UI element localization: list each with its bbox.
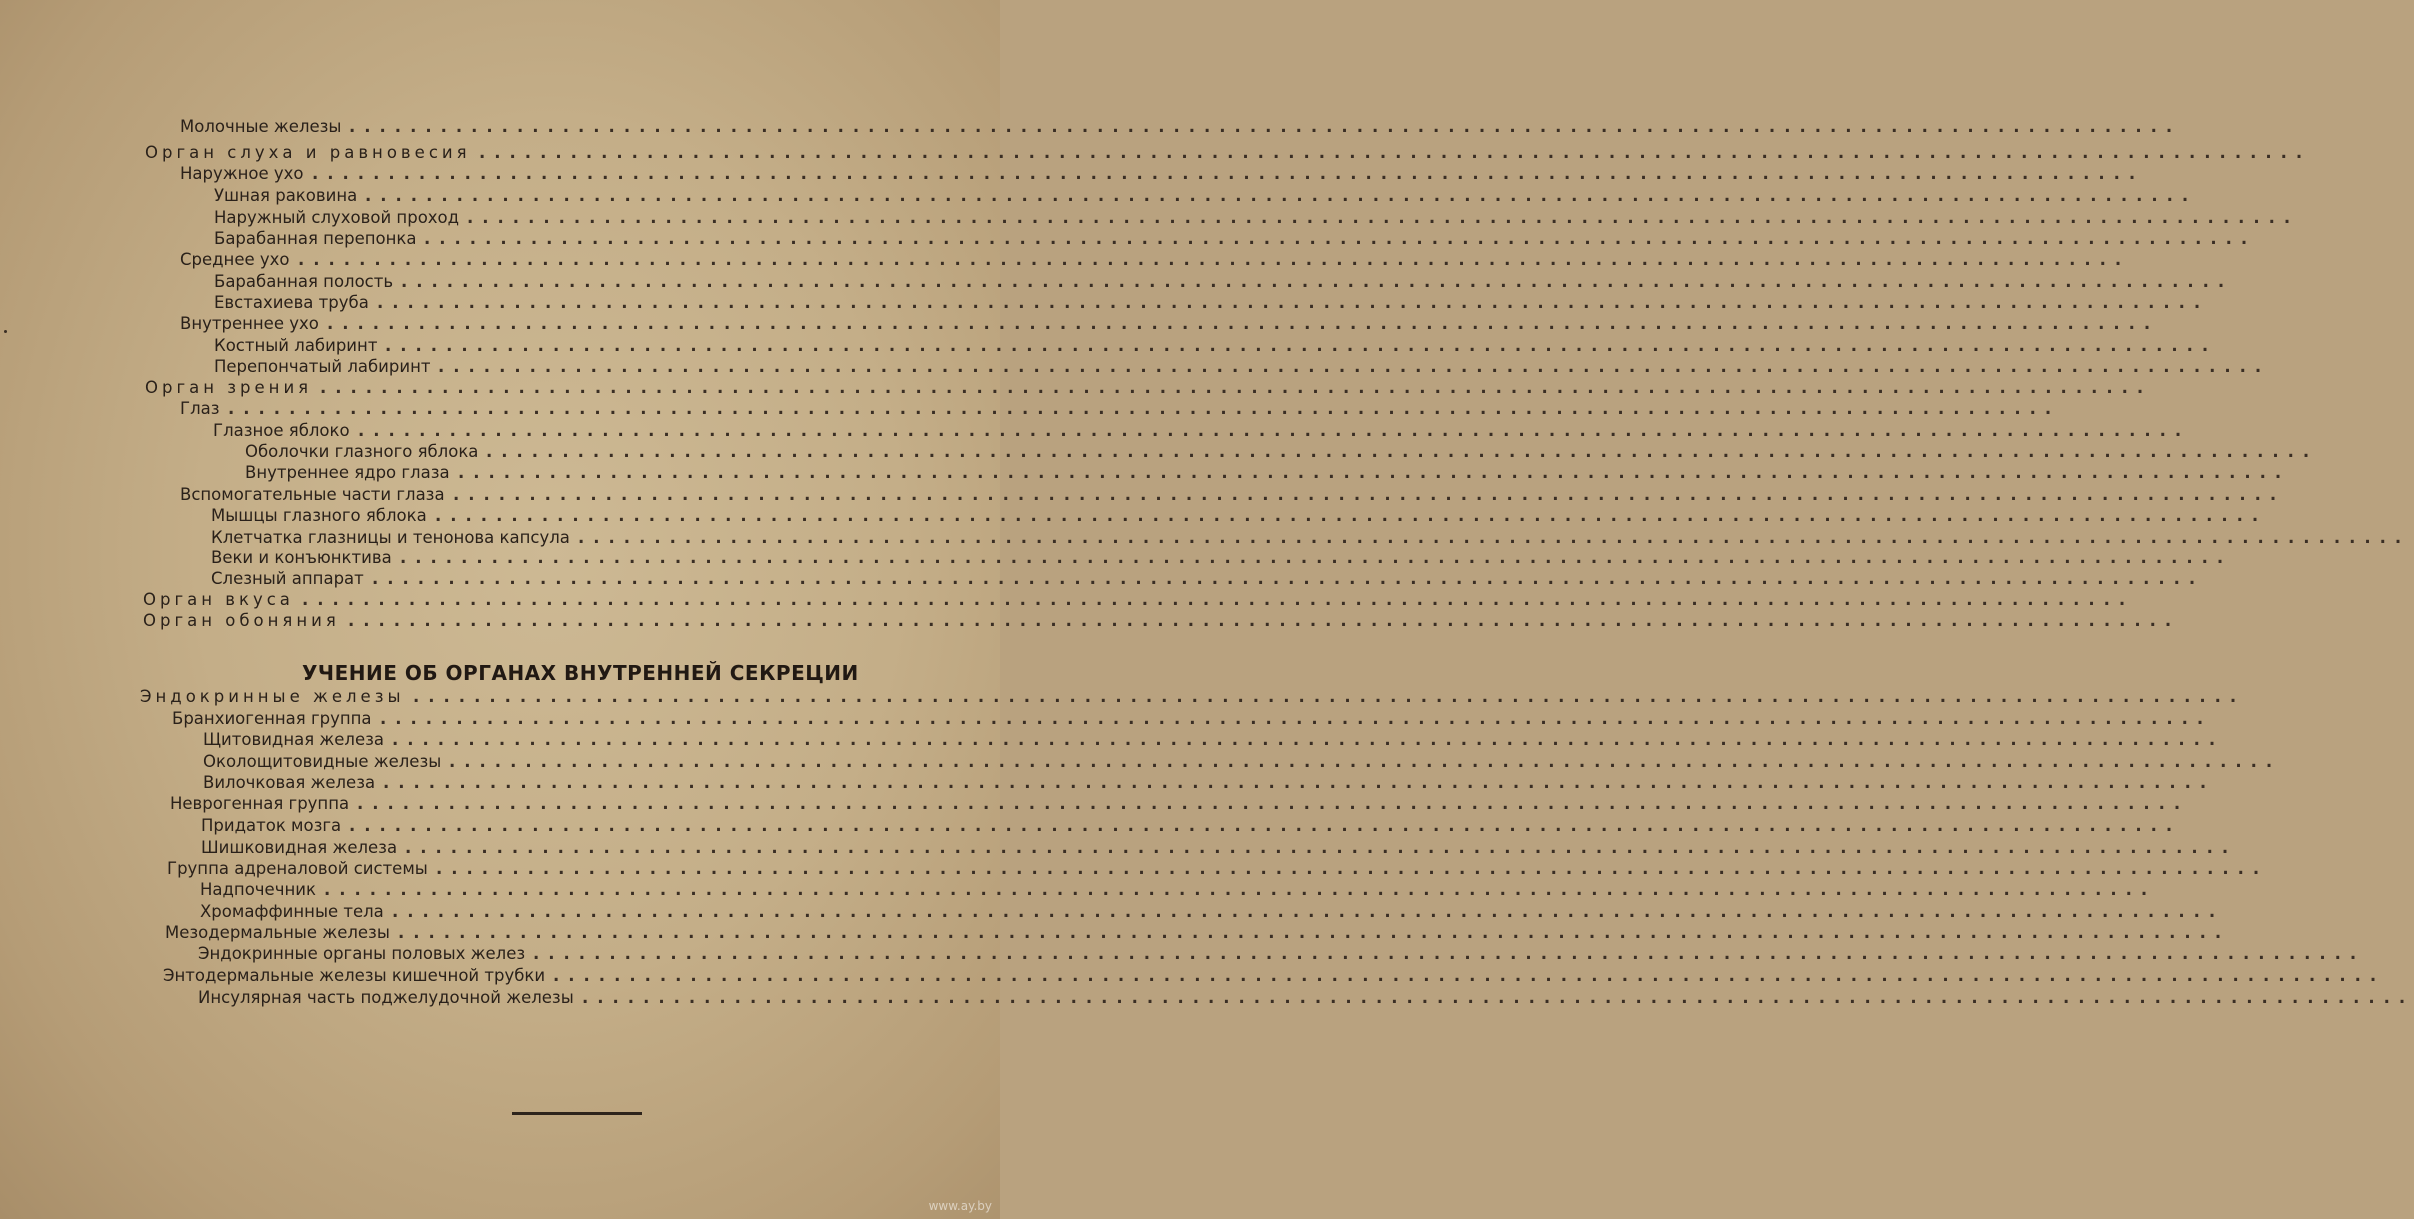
leader-dots: ........................................................................................................................ xyxy=(228,399,2061,418)
toc-entry-text: Надпочечник xyxy=(200,880,316,899)
toc-entry-text: Орган слуха и равновесия xyxy=(145,143,471,162)
leader-dots: ........................................................................................................................ xyxy=(358,421,2191,440)
toc-entry-text: Слезный аппарат xyxy=(211,569,364,588)
toc-entry-text: Эндокринные железы xyxy=(140,687,405,706)
toc-entry-text: Шишковидная железа xyxy=(201,838,398,857)
leader-dots: ........................................................................................................................ xyxy=(458,463,2291,482)
toc-entry xyxy=(180,116,2182,138)
leader-dots: ........................................................................................................................ xyxy=(327,314,2160,333)
toc-entry xyxy=(214,335,2218,357)
leader-dots: ........................................................................................................................ xyxy=(401,272,2234,291)
toc-entry-text: Вилочковая железа xyxy=(203,773,376,792)
toc-entry xyxy=(198,987,2414,1009)
leader-dots: ........................................................................................................................ xyxy=(413,687,2246,706)
leader-dots: ........................................................................................................................ xyxy=(582,988,2414,1007)
closing-rule xyxy=(512,1112,642,1115)
toc-entry xyxy=(214,292,2210,314)
toc-entry xyxy=(180,313,2160,335)
section-heading: УЧЕНИЕ ОБ ОРГАНАХ ВНУТРЕННЕЙ СЕКРЕЦИИ xyxy=(302,661,859,685)
toc-entry xyxy=(211,505,2268,527)
toc-entry xyxy=(203,729,2225,751)
leader-dots: ........................................................................................................................ xyxy=(357,794,2190,813)
toc-entry-text: Барабанная перепонка xyxy=(214,229,417,248)
toc-entry-text: Эндокринные органы половых желез xyxy=(198,944,526,963)
toc-entry xyxy=(211,547,2233,569)
toc-entry xyxy=(163,965,2386,987)
toc-entry-text: Придаток мозга xyxy=(201,816,342,835)
toc-entry xyxy=(211,527,2411,549)
toc-entry-text: Энтодермальные железы кишечной трубки xyxy=(163,966,546,985)
toc-entry-text: Внутреннее ядро глаза xyxy=(245,463,450,482)
leader-dots: ........................................................................................................................ xyxy=(377,293,2210,312)
leader-dots: ........................................................................................................................ xyxy=(320,378,2153,397)
toc-entry xyxy=(213,420,2191,442)
toc-entry-text: Глазное яблоко xyxy=(213,421,350,440)
leader-dots: ........................................................................................................................ xyxy=(405,838,2238,857)
leader-dots: ........................................................................................................................ xyxy=(435,506,2268,525)
toc-entry-text: Мезодермальные железы xyxy=(165,923,390,942)
toc-entry-text: Хромаффинные тела xyxy=(200,902,384,921)
leader-dots: ........................................................................................................................ xyxy=(467,208,2300,227)
leader-dots: ........................................................................................................................ xyxy=(398,923,2231,942)
toc-entry xyxy=(214,271,2234,293)
toc-entry-text: Молочные железы xyxy=(180,117,342,136)
toc-entry xyxy=(245,441,2319,463)
toc-entry xyxy=(214,356,2271,378)
leader-dots: ........................................................................................................................ xyxy=(324,880,2157,899)
leader-dots: ........................................................................................................................ xyxy=(312,164,2145,183)
toc-entry-text: Щитовидная железа xyxy=(203,730,385,749)
toc-entry xyxy=(165,922,2231,944)
toc-entry-text: Внутреннее ухо xyxy=(180,314,319,333)
toc-entry-text: Неврогенная группа xyxy=(170,794,350,813)
toc-entry-text: Орган зрения xyxy=(145,378,313,397)
toc-entry xyxy=(172,708,2213,730)
toc-entry xyxy=(214,207,2300,229)
toc-entry-text: Мышцы глазного яблока xyxy=(211,506,427,525)
toc-entry xyxy=(170,793,2190,815)
toc-entry-text: Наружный слуховой проход xyxy=(214,208,460,227)
leader-dots: ........................................................................................................................ xyxy=(436,859,2269,878)
toc-entry-text: Наружное ухо xyxy=(180,164,304,183)
toc-entry-text: Группа адреналовой системы xyxy=(167,859,428,878)
leader-dots: ........................................................................................................................ xyxy=(349,117,2182,136)
leader-dots: ........................................................................................................................ xyxy=(365,186,2198,205)
toc-entry-text: Бранхиогенная группа xyxy=(172,709,372,728)
toc-entry-text: Оболочки глазного яблока xyxy=(245,442,479,461)
toc-entry-text: Вспомогательные части глаза xyxy=(180,485,445,504)
toc-entry-text: Орган обоняния xyxy=(143,611,340,630)
toc-entry xyxy=(214,228,2257,250)
toc-entry xyxy=(211,568,2205,590)
toc-entry-text: Евстахиева труба xyxy=(214,293,369,312)
toc-entry xyxy=(201,837,2238,859)
leader-dots: ........................................................................................................................ xyxy=(392,902,2225,921)
toc-entry-text: Веки и конъюнктива xyxy=(211,548,392,567)
leader-dots: ........................................................................................................................ xyxy=(348,611,2181,630)
toc-section-entry xyxy=(140,686,2246,708)
leader-dots: ........................................................................................................................ xyxy=(424,229,2257,248)
toc-section-entry xyxy=(145,377,2153,399)
toc-entry xyxy=(214,185,2198,207)
toc-entry xyxy=(201,815,2182,837)
toc-entry-text: Околощитовидные железы xyxy=(203,752,442,771)
leader-dots: ........................................................................................................................ xyxy=(533,944,2366,963)
toc-entry xyxy=(180,163,2145,185)
toc-section-entry xyxy=(143,610,2181,632)
leader-dots: ........................................................................................................................ xyxy=(298,250,2131,269)
toc-entry xyxy=(180,484,2286,506)
toc-entry xyxy=(203,751,2282,773)
leader-dots: ........................................................................................................................ xyxy=(372,569,2205,588)
leader-dots: ........................................................................................................................ xyxy=(400,548,2233,567)
leader-dots: ........................................................................................................................ xyxy=(392,730,2225,749)
toc-entry-text: Костный лабиринт xyxy=(214,336,378,355)
leader-dots: ........................................................................................................................ xyxy=(578,528,2411,547)
leader-dots: ........................................................................................................................ xyxy=(479,143,2312,162)
toc-section-entry xyxy=(145,142,2312,164)
toc-entry-text: Ушная раковина xyxy=(214,186,358,205)
toc-entry xyxy=(180,249,2131,271)
leader-dots: ........................................................................................................................ xyxy=(383,773,2216,792)
toc-entry xyxy=(167,858,2269,880)
leader-dots: ........................................................................................................................ xyxy=(349,816,2182,835)
toc-entry-text: Инсулярная часть поджелудочной железы xyxy=(198,988,574,1007)
leader-dots: ........................................................................................................................ xyxy=(302,590,2135,609)
toc-entry-text: Глаз xyxy=(180,399,220,418)
leader-dots: ........................................................................................................................ xyxy=(553,966,2386,985)
toc-entry xyxy=(200,879,2157,901)
toc-section-entry xyxy=(143,589,2135,611)
toc-entry-text: Барабанная полость xyxy=(214,272,394,291)
leader-dots: ........................................................................................................................ xyxy=(380,709,2213,728)
toc-entry-text: Клетчатка глазницы и тенонова капсула xyxy=(211,528,570,547)
toc-entry-text: Среднее ухо xyxy=(180,250,290,269)
leader-dots: ........................................................................................................................ xyxy=(438,357,2271,376)
leader-dots: ........................................................................................................................ xyxy=(449,752,2282,771)
leader-dots: ........................................................................................................................ xyxy=(453,485,2286,504)
toc-entry xyxy=(203,772,2216,794)
toc-entry-text: Перепончатый лабиринт xyxy=(214,357,431,376)
toc-entry xyxy=(180,398,2061,420)
watermark: www.ay.by xyxy=(928,1199,992,1213)
toc-entry xyxy=(245,462,2291,484)
toc-entry xyxy=(198,943,2366,965)
leader-dots: ........................................................................................................................ xyxy=(486,442,2319,461)
toc-entry xyxy=(200,901,2225,923)
toc-entry-text: Орган вкуса xyxy=(143,590,294,609)
leader-dots: ........................................................................................................................ xyxy=(385,336,2218,355)
